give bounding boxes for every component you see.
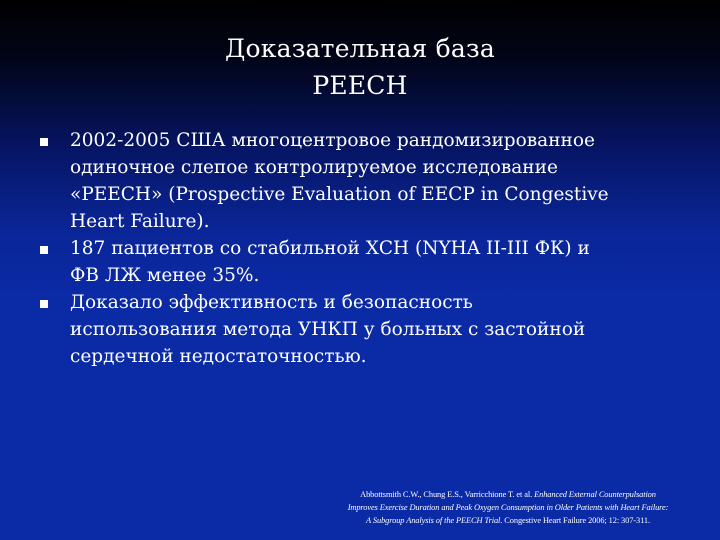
title-line-1: Доказательная база	[225, 34, 495, 63]
citation-authors: Abbottsmith C.W., Chung E.S., Varricchione T. et al.	[360, 490, 535, 499]
citation-title-part-1: Enhanced External Counterpulsation	[534, 490, 656, 499]
bullet-2-line-2: ФВ ЛЖ менее 35%.	[70, 265, 260, 286]
citation-line-1	[308, 488, 708, 501]
slide-title	[0, 30, 720, 104]
title-line-2: PEECH	[312, 71, 408, 100]
bullet-1-line-4: Heart Failure).	[70, 211, 210, 232]
square-bullet-icon	[40, 138, 48, 146]
bullet-3-line-3: сердечной недостаточностью.	[70, 346, 367, 367]
bullet-item-2	[40, 235, 710, 289]
citation-line-3	[308, 514, 708, 527]
bullet-1-line-1: 2002-2005 США многоцентровое рандомизированное	[70, 130, 595, 151]
citation-journal: . Congestive Heart Failure 2006; 12: 307-311.	[500, 516, 650, 525]
bullet-item-1	[40, 127, 710, 235]
citation-title-part-3: A Subgroup Analysis of the PEECH Trial	[366, 516, 501, 525]
bullet-1-line-2: одиночное слепое контролируемое исследование	[70, 157, 558, 178]
reference-citation	[308, 488, 708, 527]
bullet-text-1	[70, 127, 710, 235]
citation-line-2	[308, 501, 708, 514]
bullet-text-3	[70, 289, 710, 370]
citation-title-part-2: Improves Exercise Duration and Peak Oxygen Consumption in Older Patients with Heart Failure:	[347, 503, 669, 512]
bullet-3-line-2: использования метода УНКП у больных с застойной	[70, 319, 586, 340]
square-bullet-icon	[40, 300, 48, 308]
bullet-1-line-3: «PEECH» (Prospective Evaluation of EECP in Congestive	[70, 184, 609, 205]
bullet-2-line-1: 187 пациентов со стабильной ХСН (NYHA II-III ФК) и	[70, 238, 590, 259]
bullet-text-2	[70, 235, 710, 289]
square-bullet-icon	[40, 246, 48, 254]
bullet-item-3	[40, 289, 710, 370]
bullet-3-line-1: Доказало эффективность и безопасность	[70, 292, 473, 313]
bullet-list	[40, 127, 710, 370]
